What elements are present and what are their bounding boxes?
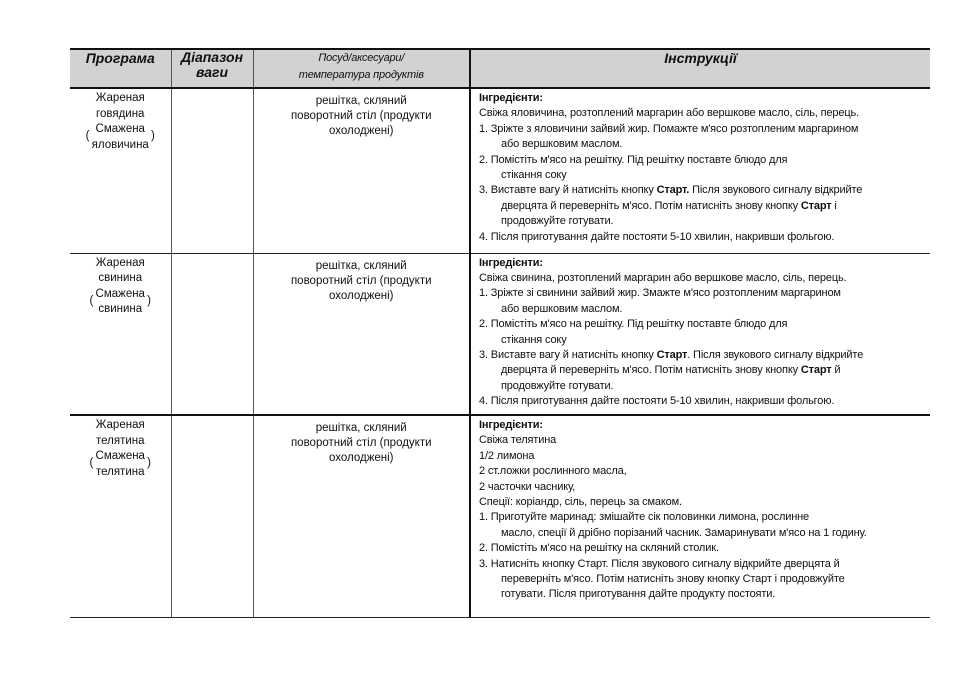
weight-range-cell	[171, 253, 253, 415]
step-1-line1: 1. Приготуйте маринад: змішайте сік половинки лимона, рослинне	[479, 511, 810, 524]
cookware-cell	[253, 415, 470, 617]
step-3-text-b: Після звукового сигналу відкрийте	[689, 184, 863, 197]
header-weight-line1: Діапазон	[180, 49, 244, 65]
program-cell	[70, 253, 171, 415]
cookware-line3: охолоджені)	[328, 452, 394, 464]
step-3-line3: продовжуйте готувати.	[501, 215, 614, 228]
cookware-line1: решітка, скляний	[315, 422, 407, 434]
program-name-line1: Жареная	[95, 256, 145, 269]
step-2	[479, 153, 930, 184]
program-alt-line1: ( Смажена	[95, 450, 145, 462]
cookware-line3: охолоджені)	[328, 125, 394, 137]
step-2	[479, 317, 930, 348]
ingredients-title: Інгредієнти:	[479, 92, 543, 104]
cookware-line1: решітка, скляний	[315, 259, 407, 272]
step-3-text-c: дверцята й переверніть м'ясо. Потім натисніть знову кнопку	[501, 199, 801, 212]
step-1-line1: 1. Зріжте зі свинини зайвий жир. Змажте м'ясо розтопленим маргарином	[479, 287, 841, 300]
weight-range-cell	[171, 88, 253, 253]
step-3-text-b: . Після звукового сигналу відкрийте	[687, 348, 864, 361]
cookware-line3: охолоджені)	[328, 289, 394, 302]
cookware-line2: поворотний стіл (продукти	[290, 274, 432, 287]
header-weight-range	[171, 49, 253, 88]
step-3-text-d: й	[831, 364, 841, 377]
ingredients-title: Інгредієнти:	[479, 256, 543, 269]
step-3-start-bold-2: Старт	[800, 364, 832, 377]
step-1-line1: 1. Зріжте з яловичини зайвий жир. Помажте м'ясо розтопленим маргарином	[479, 122, 859, 135]
program-name-line2: говядина	[96, 107, 145, 120]
program-alt-line2: свинина	[98, 303, 143, 315]
step-3-line3: готувати. Після приготування дайте продукту постояти.	[501, 588, 776, 601]
step-1	[479, 286, 930, 317]
step-2-line2: стікання соку	[501, 333, 567, 346]
step-2-line1: 2. Помістіть м'ясо на решітку. Під решітку поставте блюдо для	[479, 153, 788, 166]
program-name-line1: Жареная	[95, 92, 145, 104]
step-3-line1: 3. Натисніть кнопку Старт. Після звукового сигналу відкрийте дверцята й	[479, 557, 840, 570]
table-row	[70, 253, 930, 415]
program-cell	[70, 415, 171, 617]
step-3-text-d: і	[831, 199, 837, 212]
step-3	[479, 348, 930, 394]
header-cookware-line1: Посуд/аксесуари/	[318, 52, 405, 64]
instructions-cell	[470, 253, 930, 415]
ingredient-1: Свіжа телятина	[479, 434, 557, 447]
header-program: Програма	[70, 49, 171, 88]
step-2-line1: 2. Помістіть м'ясо на решітку. Під решітку поставте блюдо для	[479, 318, 788, 331]
step-3-line3: продовжуйте готувати.	[501, 379, 614, 392]
program-name-line2: свинина	[98, 272, 143, 284]
cookware-line1: решітка, скляний	[315, 95, 407, 107]
step-2: 2. Помістіть м'ясо на решітку на скляний столик.	[479, 542, 719, 555]
step-3	[479, 557, 930, 603]
header-instructions: Інструкції	[470, 49, 930, 88]
step-3-text-a: 3. Виставте вагу й натисніть кнопку	[479, 184, 657, 197]
step-1	[479, 122, 930, 153]
step-3-start-bold: Старт.	[656, 184, 690, 197]
program-alt-line1: ( Смажена	[95, 123, 145, 135]
step-3-line2	[491, 363, 930, 378]
step-4: 4. Після приготування дайте постояти 5-10 хвилин, накривши фольгою.	[479, 230, 835, 243]
instructions-cell	[470, 88, 930, 253]
step-3-start-bold-2: Старт	[800, 199, 832, 212]
table-header-row	[70, 49, 930, 88]
program-alt-name	[86, 122, 155, 153]
program-alt-name	[90, 449, 151, 480]
ingredient-3: 2 ст.ложки рослинного масла,	[479, 465, 627, 478]
table-row	[70, 88, 930, 253]
step-3-start-bold: Старт	[656, 348, 688, 361]
cookware-line2: поворотний стіл (продукти	[290, 110, 432, 122]
step-3-line2	[491, 199, 930, 214]
header-cookware-line2: температура продуктів	[298, 69, 424, 81]
program-alt-name	[90, 287, 151, 318]
step-1-line2: або вершковим маслом.	[501, 302, 623, 315]
cookware-cell	[253, 253, 470, 415]
program-alt-line1: ( Смажена	[95, 287, 145, 300]
program-alt-line2: яловичина	[91, 138, 149, 151]
step-1-line2: або вершковим маслом.	[501, 138, 623, 151]
header-cookware	[253, 49, 470, 88]
step-3-line2: переверніть м'ясо. Потім натисніть знову кнопку Старт і продовжуйте	[501, 573, 845, 586]
ingredients-title: Інгредієнти:	[479, 419, 543, 431]
instructions-cell	[470, 415, 930, 617]
program-name-line2: телятина	[95, 434, 145, 447]
step-3-text-a: 3. Виставте вагу й натисніть кнопку	[479, 348, 657, 361]
recipe-table	[70, 48, 930, 618]
header-weight-line2: ваги	[195, 64, 229, 80]
program-cell	[70, 88, 171, 253]
step-1-line2: масло, спеції й дрібно порізаний часник. Замаринувати м'ясо на 1 годину.	[501, 526, 867, 539]
weight-range-cell	[171, 415, 253, 617]
ingredients-text: Свіжа яловичина, розтоплений маргарин або вершкове масло, сіль, перець.	[479, 107, 859, 120]
step-3-text-c: дверцята й переверніть м'ясо. Потім натисніть знову кнопку	[501, 364, 801, 377]
cookware-cell	[253, 88, 470, 253]
ingredient-5: Спеції: коріандр, сіль, перець за смаком.	[479, 496, 682, 509]
cookware-line2: поворотний стіл (продукти	[290, 437, 432, 449]
step-2-line2: стікання соку	[501, 169, 567, 182]
program-alt-line2: телятина	[95, 465, 145, 478]
ingredient-2: 1/2 лимона	[479, 449, 535, 462]
step-4: 4. Після приготування дайте постояти 5-10 хвилин, накривши фольгою.	[479, 395, 835, 408]
program-name-line1: Жареная	[95, 419, 145, 431]
table-row	[70, 415, 930, 617]
ingredient-4: 2 часточки часнику,	[479, 480, 576, 493]
step-1	[479, 510, 930, 541]
step-3	[479, 183, 930, 229]
ingredients-text: Свіжа свинина, розтоплений маргарин або вершкове масло, сіль, перець.	[479, 271, 847, 284]
